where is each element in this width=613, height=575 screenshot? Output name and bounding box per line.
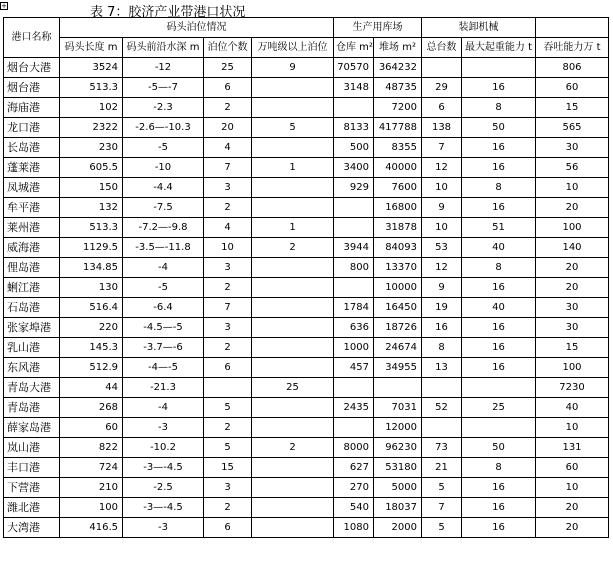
berths-cell: 20 [204, 118, 252, 138]
capacity-cell: 7230 [536, 378, 609, 398]
units-cell: 12 [422, 158, 462, 178]
port-name-cell: 石岛港 [4, 298, 60, 318]
capacity-cell: 20 [536, 518, 609, 538]
crane-cell: 8 [462, 98, 536, 118]
big-berths-cell [252, 198, 334, 218]
port-name-cell: 烟台大港 [4, 58, 60, 78]
yard-cell: 31878 [374, 218, 422, 238]
big-berths-cell [252, 458, 334, 478]
units-cell: 5 [422, 478, 462, 498]
big-berths-cell [252, 138, 334, 158]
port-name-cell: 东风港 [4, 358, 60, 378]
berths-cell: 3 [204, 478, 252, 498]
warehouse-cell [334, 278, 374, 298]
crane-cell: 16 [462, 198, 536, 218]
berths-cell: 3 [204, 318, 252, 338]
berths-cell: 2 [204, 498, 252, 518]
port-name-cell: 威海港 [4, 238, 60, 258]
yard-cell: 16800 [374, 198, 422, 218]
length-cell: 102 [60, 98, 123, 118]
units-cell: 6 [422, 98, 462, 118]
depth-cell: -3—-4.5 [123, 498, 204, 518]
warehouse-cell: 8133 [334, 118, 374, 138]
length-cell: 44 [60, 378, 123, 398]
units-cell: 7 [422, 498, 462, 518]
table-row [4, 318, 609, 338]
warehouse-cell [334, 98, 374, 118]
depth-cell: -3.5—-11.8 [123, 238, 204, 258]
units-cell [422, 58, 462, 78]
header-storage-group: 生产用库场 [334, 18, 422, 38]
port-name-cell: 薛家岛港 [4, 418, 60, 438]
yard-cell [374, 378, 422, 398]
length-cell: 230 [60, 138, 123, 158]
header-port-name: 港口名称 [4, 18, 60, 58]
depth-cell: -3 [123, 418, 204, 438]
port-name-cell: 莱州港 [4, 218, 60, 238]
big-berths-cell [252, 278, 334, 298]
crane-cell: 16 [462, 138, 536, 158]
warehouse-cell: 540 [334, 498, 374, 518]
port-name-cell: 下营港 [4, 478, 60, 498]
crane-cell: 16 [462, 318, 536, 338]
yard-cell: 34955 [374, 358, 422, 378]
berths-cell: 4 [204, 138, 252, 158]
warehouse-cell: 627 [334, 458, 374, 478]
warehouse-cell: 8000 [334, 438, 374, 458]
big-berths-cell [252, 258, 334, 278]
header-col-length: 码头长度 m [60, 38, 123, 58]
table-row [4, 258, 609, 278]
berths-cell: 2 [204, 98, 252, 118]
berths-cell: 6 [204, 518, 252, 538]
port-name-cell: 潍北港 [4, 498, 60, 518]
table-row [4, 78, 609, 98]
port-name-cell: 烟台港 [4, 78, 60, 98]
big-berths-cell [252, 418, 334, 438]
table-row [4, 98, 609, 118]
units-cell: 7 [422, 138, 462, 158]
length-cell: 145.3 [60, 338, 123, 358]
length-cell: 605.5 [60, 158, 123, 178]
depth-cell: -7.5 [123, 198, 204, 218]
units-cell [422, 378, 462, 398]
crane-cell: 50 [462, 438, 536, 458]
warehouse-cell: 3944 [334, 238, 374, 258]
depth-cell: -21.3 [123, 378, 204, 398]
crane-cell: 16 [462, 478, 536, 498]
port-name-cell: 乳山港 [4, 338, 60, 358]
warehouse-cell: 800 [334, 258, 374, 278]
port-name-cell: 大湾港 [4, 518, 60, 538]
units-cell: 52 [422, 398, 462, 418]
title-bar [0, 0, 613, 18]
table-row [4, 438, 609, 458]
units-cell: 21 [422, 458, 462, 478]
length-cell: 210 [60, 478, 123, 498]
table-row [4, 138, 609, 158]
units-cell [422, 418, 462, 438]
length-cell: 130 [60, 278, 123, 298]
big-berths-cell [252, 298, 334, 318]
table-row [4, 58, 609, 78]
big-berths-cell [252, 478, 334, 498]
depth-cell: -2.5 [123, 478, 204, 498]
berths-cell: 2 [204, 338, 252, 358]
berths-cell: 7 [204, 298, 252, 318]
crane-cell: 16 [462, 338, 536, 358]
depth-cell: -6.4 [123, 298, 204, 318]
table-row [4, 278, 609, 298]
port-name-cell: 青岛大港 [4, 378, 60, 398]
units-cell: 5 [422, 518, 462, 538]
warehouse-cell: 636 [334, 318, 374, 338]
depth-cell: -5 [123, 138, 204, 158]
crane-cell: 8 [462, 458, 536, 478]
length-cell: 132 [60, 198, 123, 218]
length-cell: 100 [60, 498, 123, 518]
warehouse-cell: 1080 [334, 518, 374, 538]
depth-cell: -4.4 [123, 178, 204, 198]
crane-cell: 16 [462, 518, 536, 538]
crane-cell: 40 [462, 298, 536, 318]
table-row [4, 418, 609, 438]
capacity-cell: 100 [536, 358, 609, 378]
units-cell: 9 [422, 278, 462, 298]
depth-cell: -12 [123, 58, 204, 78]
big-berths-cell: 1 [252, 158, 334, 178]
capacity-cell: 100 [536, 218, 609, 238]
crane-cell: 50 [462, 118, 536, 138]
capacity-cell: 131 [536, 438, 609, 458]
port-name-cell: 海庙港 [4, 98, 60, 118]
yard-cell: 53180 [374, 458, 422, 478]
length-cell: 268 [60, 398, 123, 418]
length-cell: 822 [60, 438, 123, 458]
berths-cell: 4 [204, 218, 252, 238]
header-machinery-group: 装卸机械 [422, 18, 536, 38]
crane-cell: 16 [462, 358, 536, 378]
depth-cell: -5 [123, 278, 204, 298]
depth-cell: -3.7—-6 [123, 338, 204, 358]
header-berth-group: 码头泊位情况 [60, 18, 334, 38]
capacity-cell: 20 [536, 498, 609, 518]
berths-cell: 3 [204, 258, 252, 278]
big-berths-cell [252, 518, 334, 538]
depth-cell: -5—-7 [123, 78, 204, 98]
table-row [4, 358, 609, 378]
port-name-cell: 俚岛港 [4, 258, 60, 278]
capacity-cell: 806 [536, 58, 609, 78]
berths-cell: 6 [204, 78, 252, 98]
crane-cell: 16 [462, 158, 536, 178]
port-name-cell: 牟平港 [4, 198, 60, 218]
big-berths-cell [252, 178, 334, 198]
crane-cell [462, 378, 536, 398]
warehouse-cell: 1000 [334, 338, 374, 358]
header-row-group [4, 18, 609, 38]
yard-cell: 7600 [374, 178, 422, 198]
yard-cell: 18726 [374, 318, 422, 338]
yard-cell: 7031 [374, 398, 422, 418]
big-berths-cell: 2 [252, 438, 334, 458]
capacity-cell: 20 [536, 278, 609, 298]
table-row [4, 118, 609, 138]
berths-cell: 2 [204, 418, 252, 438]
big-berths-cell: 1 [252, 218, 334, 238]
header-col-units: 总台数 [422, 38, 462, 58]
units-cell: 13 [422, 358, 462, 378]
table-row [4, 458, 609, 478]
header-col-warehouse: 仓库 m² [334, 38, 374, 58]
warehouse-cell [334, 198, 374, 218]
length-cell: 512.9 [60, 358, 123, 378]
table-row [4, 158, 609, 178]
berths-cell [204, 378, 252, 398]
capacity-cell: 56 [536, 158, 609, 178]
crane-cell: 8 [462, 178, 536, 198]
table-row [4, 378, 609, 398]
units-cell: 9 [422, 198, 462, 218]
length-cell: 513.3 [60, 218, 123, 238]
capacity-cell: 30 [536, 318, 609, 338]
berths-cell: 2 [204, 198, 252, 218]
length-cell: 724 [60, 458, 123, 478]
crane-cell: 40 [462, 238, 536, 258]
depth-cell: -4—-5 [123, 358, 204, 378]
yard-cell: 8355 [374, 138, 422, 158]
yard-cell: 5000 [374, 478, 422, 498]
units-cell: 10 [422, 178, 462, 198]
units-cell: 16 [422, 318, 462, 338]
crane-cell: 16 [462, 78, 536, 98]
table-row [4, 498, 609, 518]
yard-cell: 24674 [374, 338, 422, 358]
units-cell: 10 [422, 218, 462, 238]
length-cell: 220 [60, 318, 123, 338]
length-cell: 516.4 [60, 298, 123, 318]
length-cell: 3524 [60, 58, 123, 78]
table-row [4, 338, 609, 358]
berths-cell: 25 [204, 58, 252, 78]
table-row [4, 518, 609, 538]
yard-cell: 2000 [374, 518, 422, 538]
header-col-berths: 泊位个数 [204, 38, 252, 58]
port-name-cell: 张家埠港 [4, 318, 60, 338]
length-cell: 60 [60, 418, 123, 438]
header-extra-group [536, 18, 609, 38]
crane-cell: 16 [462, 498, 536, 518]
crane-cell: 51 [462, 218, 536, 238]
length-cell: 2322 [60, 118, 123, 138]
table-anchor-icon: + [1, 2, 7, 10]
crane-cell [462, 58, 536, 78]
units-cell: 138 [422, 118, 462, 138]
yard-cell: 13370 [374, 258, 422, 278]
capacity-cell: 10 [536, 478, 609, 498]
table-row [4, 478, 609, 498]
berths-cell: 5 [204, 398, 252, 418]
port-status-table [3, 17, 609, 538]
berths-cell: 3 [204, 178, 252, 198]
capacity-cell: 10 [536, 178, 609, 198]
table-row [4, 298, 609, 318]
depth-cell: -3—-4.5 [123, 458, 204, 478]
table-row [4, 178, 609, 198]
yard-cell: 84093 [374, 238, 422, 258]
header-col-yard: 堆场 m² [374, 38, 422, 58]
big-berths-cell [252, 358, 334, 378]
port-name-cell: 长岛港 [4, 138, 60, 158]
port-name-cell: 蓬莱港 [4, 158, 60, 178]
yard-cell: 48735 [374, 78, 422, 98]
depth-cell: -10.2 [123, 438, 204, 458]
header-col-depth: 码头前沿水深 m [123, 38, 204, 58]
port-name-cell: 蜊江港 [4, 278, 60, 298]
table-row [4, 218, 609, 238]
yard-cell: 364232 [374, 58, 422, 78]
port-name-cell: 青岛港 [4, 398, 60, 418]
header-col-crane: 最大起重能力 t [462, 38, 536, 58]
depth-cell: -10 [123, 158, 204, 178]
warehouse-cell: 929 [334, 178, 374, 198]
port-name-cell: 岚山港 [4, 438, 60, 458]
table-row [4, 398, 609, 418]
yard-cell: 40000 [374, 158, 422, 178]
berths-cell: 10 [204, 238, 252, 258]
crane-cell: 25 [462, 398, 536, 418]
big-berths-cell [252, 318, 334, 338]
capacity-cell: 60 [536, 458, 609, 478]
big-berths-cell [252, 78, 334, 98]
yard-cell: 18037 [374, 498, 422, 518]
big-berths-cell: 5 [252, 118, 334, 138]
capacity-cell: 10 [536, 418, 609, 438]
units-cell: 73 [422, 438, 462, 458]
units-cell: 53 [422, 238, 462, 258]
berths-cell: 7 [204, 158, 252, 178]
length-cell: 150 [60, 178, 123, 198]
units-cell: 12 [422, 258, 462, 278]
length-cell: 1129.5 [60, 238, 123, 258]
capacity-cell: 30 [536, 298, 609, 318]
port-name-cell: 丰口港 [4, 458, 60, 478]
yard-cell: 12000 [374, 418, 422, 438]
big-berths-cell: 25 [252, 378, 334, 398]
depth-cell: -4 [123, 258, 204, 278]
depth-cell: -7.2—-9.8 [123, 218, 204, 238]
length-cell: 513.3 [60, 78, 123, 98]
port-name-cell: 凤城港 [4, 178, 60, 198]
big-berths-cell: 2 [252, 238, 334, 258]
big-berths-cell: 9 [252, 58, 334, 78]
yard-cell: 7200 [374, 98, 422, 118]
berths-cell: 6 [204, 358, 252, 378]
yard-cell: 10000 [374, 278, 422, 298]
table-row [4, 238, 609, 258]
crane-cell: 16 [462, 278, 536, 298]
capacity-cell: 20 [536, 198, 609, 218]
capacity-cell: 30 [536, 138, 609, 158]
yard-cell: 96230 [374, 438, 422, 458]
table-title: 表 7：胶济产业带港口状况 [90, 5, 246, 20]
depth-cell: -2.6—-10.3 [123, 118, 204, 138]
warehouse-cell [334, 418, 374, 438]
capacity-cell: 40 [536, 398, 609, 418]
warehouse-cell: 2435 [334, 398, 374, 418]
berths-cell: 5 [204, 438, 252, 458]
table-row [4, 198, 609, 218]
berths-cell: 2 [204, 278, 252, 298]
warehouse-cell [334, 378, 374, 398]
port-name-cell: 龙口港 [4, 118, 60, 138]
header-row-columns [4, 38, 609, 58]
capacity-cell: 140 [536, 238, 609, 258]
units-cell: 29 [422, 78, 462, 98]
warehouse-cell [334, 218, 374, 238]
capacity-cell: 15 [536, 98, 609, 118]
units-cell: 19 [422, 298, 462, 318]
warehouse-cell: 500 [334, 138, 374, 158]
big-berths-cell [252, 338, 334, 358]
warehouse-cell: 457 [334, 358, 374, 378]
depth-cell: -4 [123, 398, 204, 418]
warehouse-cell: 1784 [334, 298, 374, 318]
berths-cell: 15 [204, 458, 252, 478]
capacity-cell: 60 [536, 78, 609, 98]
yard-cell: 16450 [374, 298, 422, 318]
depth-cell: -3 [123, 518, 204, 538]
depth-cell: -2.3 [123, 98, 204, 118]
depth-cell: -4.5—-5 [123, 318, 204, 338]
warehouse-cell: 270 [334, 478, 374, 498]
length-cell: 134.85 [60, 258, 123, 278]
header-col-big-berths: 万吨级以上泊位 [252, 38, 334, 58]
capacity-cell: 15 [536, 338, 609, 358]
big-berths-cell [252, 498, 334, 518]
units-cell: 8 [422, 338, 462, 358]
big-berths-cell [252, 398, 334, 418]
crane-cell: 8 [462, 258, 536, 278]
header-col-capacity: 吞吐能力万 t [536, 38, 609, 58]
capacity-cell: 565 [536, 118, 609, 138]
warehouse-cell: 70570 [334, 58, 374, 78]
warehouse-cell: 3400 [334, 158, 374, 178]
table-body [4, 58, 609, 538]
crane-cell [462, 418, 536, 438]
yard-cell: 417788 [374, 118, 422, 138]
big-berths-cell [252, 98, 334, 118]
capacity-cell: 20 [536, 258, 609, 278]
length-cell: 416.5 [60, 518, 123, 538]
warehouse-cell: 3148 [334, 78, 374, 98]
